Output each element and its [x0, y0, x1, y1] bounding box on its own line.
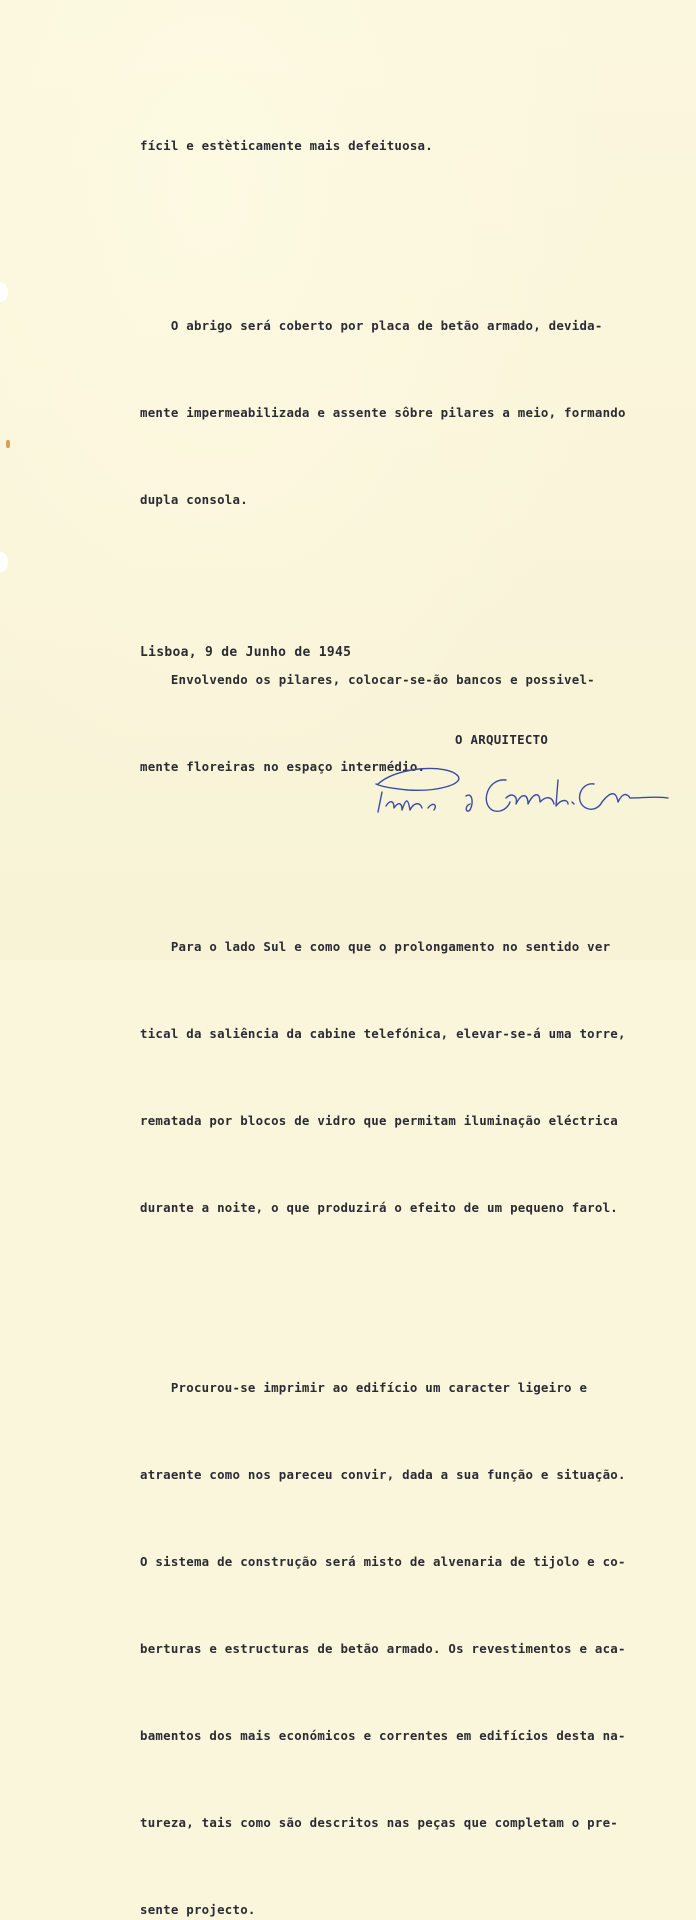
text-line: rematada por blocos de vidro que permitam iluminação eléctrica	[140, 1113, 619, 1128]
place-date: Lisboa, 9 de Junho de 1945	[140, 645, 352, 660]
text-line: bamentos dos mais económicos e correntes em edifícios desta na-	[140, 1728, 626, 1743]
text-line: Envolvendo os pilares, colocar-se-ão bancos e possivel-	[140, 672, 595, 687]
handwritten-signature	[368, 762, 678, 832]
signatory-role: O ARQUITECTO	[455, 732, 549, 747]
rust-mark	[6, 440, 10, 448]
text-line: Para o lado Sul e como que o prolongamento no sentido ver	[140, 939, 611, 954]
text-line: O sistema de construção será misto de alvenaria de tijolo e co-	[140, 1554, 626, 1569]
text-line: mente floreiras no espaço intermédio.	[140, 759, 426, 774]
text-line: durante a noite, o que produzirá o efeito de um pequeno farol.	[140, 1200, 619, 1215]
punch-hole	[0, 552, 8, 572]
document-body	[140, 44, 680, 1920]
punch-hole	[0, 282, 8, 302]
text-line: atraente como nos pareceu convir, dada a sua função e situação.	[140, 1467, 626, 1482]
text-line: tureza, tais como são descritos nas peças que completam o pre-	[140, 1815, 619, 1830]
text-line: Procurou-se imprimir ao edifício um caracter ligeiro e	[140, 1380, 588, 1395]
text-line: O abrigo será coberto por placa de betão armado, devida-	[140, 318, 603, 333]
text-line: mente impermeabilizada e assente sôbre pilares a meio, formando	[140, 405, 626, 420]
text-line: dupla consola.	[140, 492, 248, 507]
text-line: tical da saliência da cabine telefónica, elevar-se-á uma torre,	[140, 1026, 626, 1041]
text-line: sente projecto.	[140, 1902, 256, 1917]
text-line: fícil e estèticamente mais defeituosa.	[140, 138, 433, 153]
text-line: berturas e estructuras de betão armado. Os revestimentos e aca-	[140, 1641, 626, 1656]
